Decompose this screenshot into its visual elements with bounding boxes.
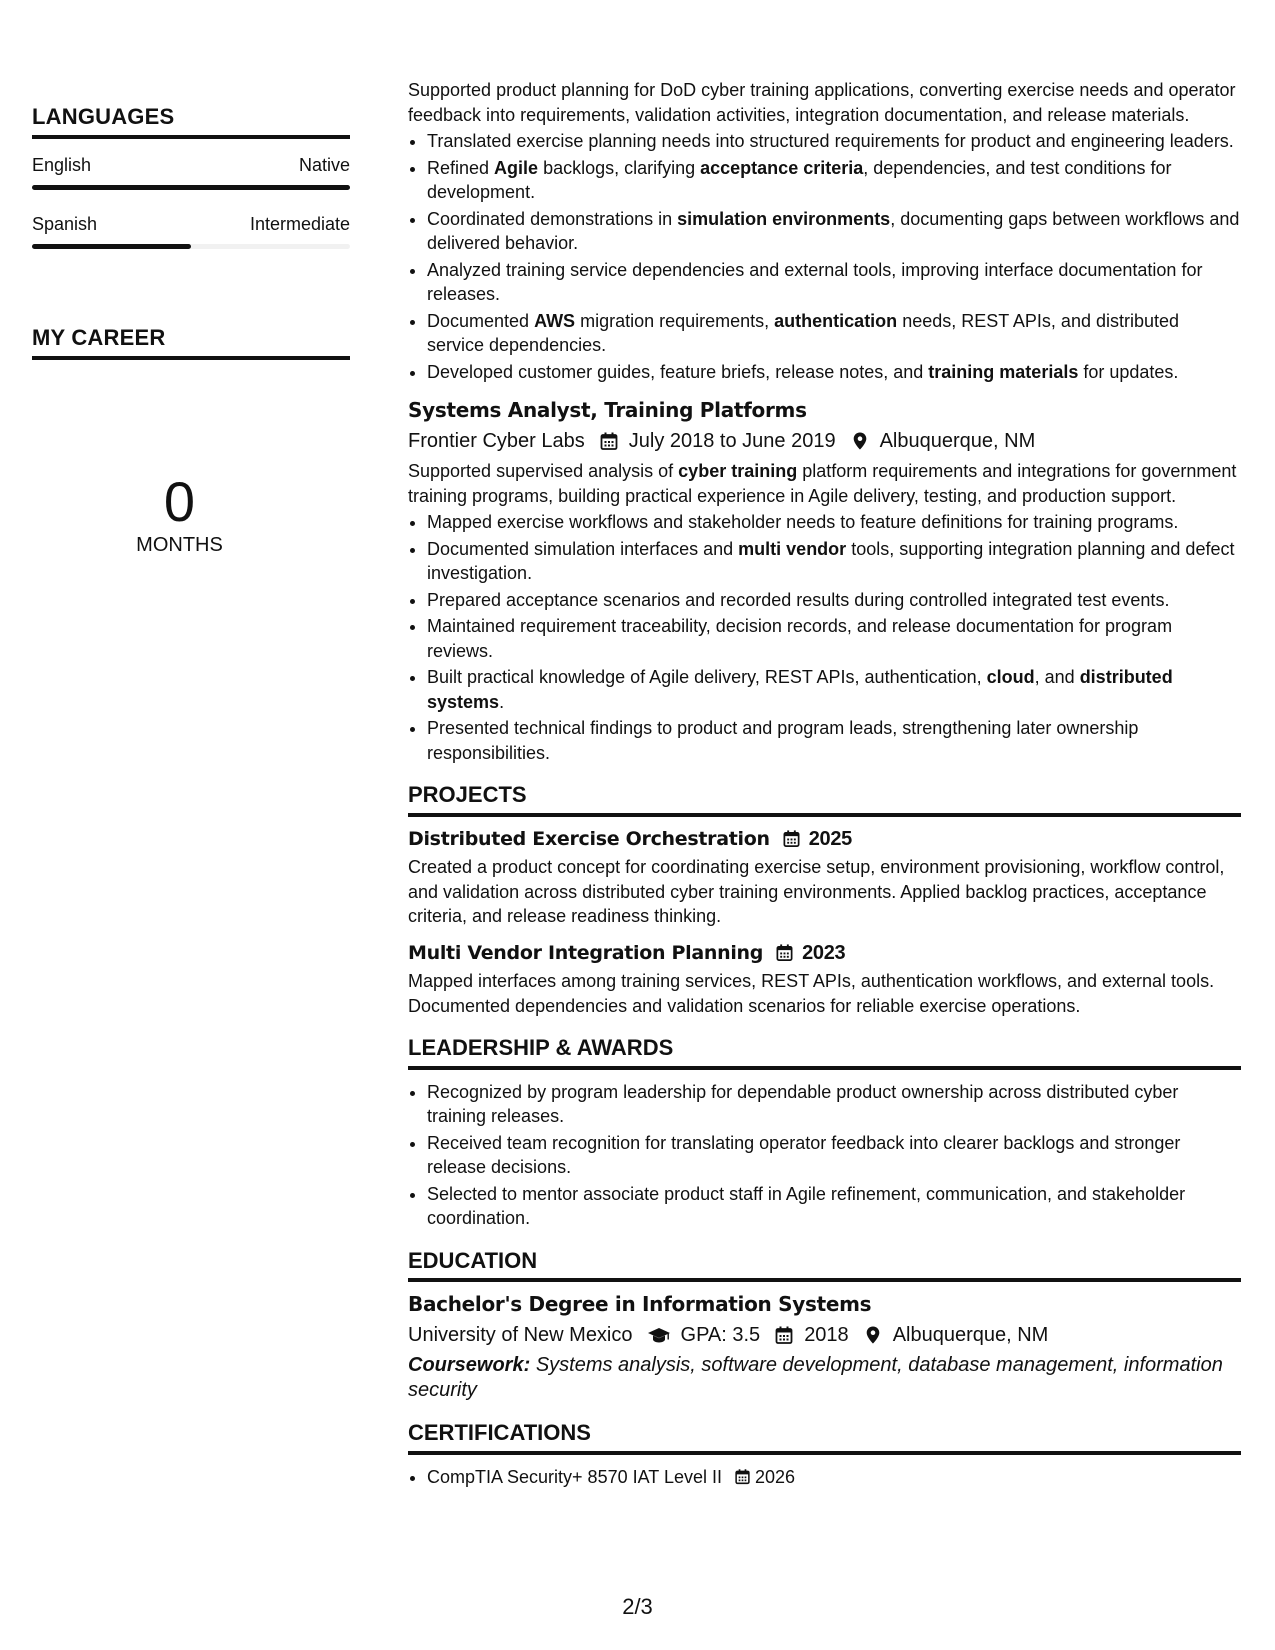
calendar-icon: [782, 829, 801, 848]
gpa: GPA: 3.5: [680, 1323, 761, 1346]
list-item: • Received team recognition for translating operator feedback into clearer backlogs and stronger release decisions.: [427, 1131, 1241, 1180]
location-pin-icon: [850, 431, 870, 451]
career-duration-value: 0: [163, 470, 196, 533]
page-number: 2/3: [622, 1594, 653, 1619]
education-section: [408, 1249, 1241, 1404]
job-meta: [408, 429, 1241, 454]
list-item: • Refined Agile backlogs, clarifying acceptance criteria, dependencies, and test conditions for development.: [427, 156, 1241, 205]
certification-name: • CompTIA Security+ 8570 IAT Level II: [427, 1466, 722, 1487]
list-item: • Translated exercise planning needs into structured requirements for product and engineering leaders.: [427, 129, 1241, 154]
left-column: [32, 104, 350, 557]
language-level-fill: [32, 244, 191, 249]
certification-year: 2026: [754, 1466, 796, 1487]
career-duration-unit: MONTHS: [136, 534, 223, 556]
list-item: • Presented technical findings to product and program leads, strengthening later ownership responsibilities.: [427, 716, 1241, 765]
list-item: • Prepared acceptance scenarios and recorded results during controlled integrated test events.: [427, 588, 1241, 613]
list-item: • Developed customer guides, feature briefs, release notes, and training materials for updates.: [427, 360, 1241, 385]
language-level: Native: [298, 155, 350, 175]
job-entry: [408, 398, 1241, 765]
list-item: • Selected to mentor associate product staff in Agile refinement, communication, and stakeholder coordination.: [427, 1182, 1241, 1231]
project-description: Mapped interfaces among training services, REST APIs, authentication workflows, and external tools. Documented dependencies and validation scenarios for reliable exercise operations.: [408, 971, 1215, 1016]
coursework-text: Systems analysis, software development, database management, information security: [408, 1354, 1223, 1401]
leadership-bullets: [408, 1080, 1241, 1231]
languages-title: LANGUAGES: [32, 104, 350, 139]
education-meta: [408, 1323, 1241, 1348]
coursework: [408, 1353, 1241, 1403]
list-item: • Documented simulation interfaces and multi vendor tools, supporting integration planning and defect investigation.: [427, 537, 1241, 586]
projects-section: [408, 783, 1241, 1018]
job-title: Systems Analyst, Training Platforms: [408, 398, 807, 422]
language-level: Intermediate: [249, 214, 350, 234]
calendar-icon: [774, 1325, 794, 1345]
job-summary: Supported supervised analysis of cyber training platform requirements and integrations for government training programs, building practical experience in Agile delivery, testing, and production support.: [408, 461, 1237, 506]
list-item: • Mapped exercise workflows and stakeholder needs to feature definitions for training programs.: [427, 510, 1241, 535]
list-item: • Documented AWS migration requirements, authentication needs, REST APIs, and distributed service dependencies.: [427, 309, 1241, 358]
list-item: [427, 1465, 1241, 1490]
job-entry: [408, 78, 1241, 384]
graduation-year: 2018: [804, 1323, 849, 1346]
project-year: 2023: [802, 941, 846, 964]
school-location: Albuquerque, NM: [892, 1323, 1049, 1346]
language-level-bar: [32, 185, 350, 190]
project-entry: [408, 941, 1241, 1019]
language-level-fill: [32, 185, 350, 190]
degree-title: Bachelor's Degree in Information Systems: [408, 1292, 872, 1316]
language-name: Spanish: [32, 214, 98, 234]
job-dates: July 2018 to June 2019: [628, 429, 836, 452]
leadership-section: [408, 1036, 1241, 1231]
language-item: [32, 214, 350, 249]
certification-list: [408, 1465, 1241, 1490]
education-title: EDUCATION: [408, 1249, 1241, 1283]
career-title: MY CAREER: [32, 325, 350, 360]
list-item: • Coordinated demonstrations in simulation environments, documenting gaps between workflows and delivered behavior.: [427, 207, 1241, 256]
project-entry: [408, 827, 1241, 929]
list-item: • Built practical knowledge of Agile delivery, REST APIs, authentication, cloud, and distributed systems.: [427, 665, 1241, 714]
location-pin-icon: [863, 1325, 883, 1345]
language-item: [32, 155, 350, 190]
company-name: Frontier Cyber Labs: [408, 429, 585, 452]
job-location: Albuquerque, NM: [879, 429, 1036, 452]
career-duration: [32, 470, 327, 557]
job-bullets: [408, 129, 1241, 384]
language-name: English: [32, 155, 92, 175]
certifications-section: [408, 1421, 1241, 1489]
project-description: Created a product concept for coordinating exercise setup, environment provisioning, workflow control, and validation across distributed cyber training environments. Applied backlog practices, acceptance criteria, and release readiness thinking.: [408, 857, 1225, 926]
list-item: • Maintained requirement traceability, decision records, and release documentation for program reviews.: [427, 614, 1241, 663]
project-name: Multi Vendor Integration Planning: [408, 941, 764, 964]
job-summary: Supported product planning for DoD cyber training applications, converting exercise needs and operator feedback into requirements, validation activities, integration documentation, and release materials.: [408, 80, 1236, 125]
coursework-label: Coursework:: [408, 1354, 531, 1376]
list-item: • Recognized by program leadership for dependable product ownership across distributed cyber training releases.: [427, 1080, 1241, 1129]
calendar-icon: [734, 1468, 751, 1485]
job-bullets: [408, 510, 1241, 765]
project-name: Distributed Exercise Orchestration: [408, 827, 770, 850]
graduation-cap-icon: [647, 1325, 671, 1345]
right-column: [408, 78, 1241, 1491]
language-level-bar: [32, 244, 350, 249]
school-name: University of New Mexico: [408, 1323, 633, 1346]
projects-title: PROJECTS: [408, 783, 1241, 817]
calendar-icon: [775, 943, 794, 962]
project-year: 2025: [808, 827, 852, 850]
list-item: • Analyzed training service dependencies and external tools, improving interface documentation for releases.: [427, 258, 1241, 307]
leadership-title: LEADERSHIP & AWARDS: [408, 1036, 1241, 1070]
calendar-icon: [599, 431, 619, 451]
certifications-title: CERTIFICATIONS: [408, 1421, 1241, 1455]
